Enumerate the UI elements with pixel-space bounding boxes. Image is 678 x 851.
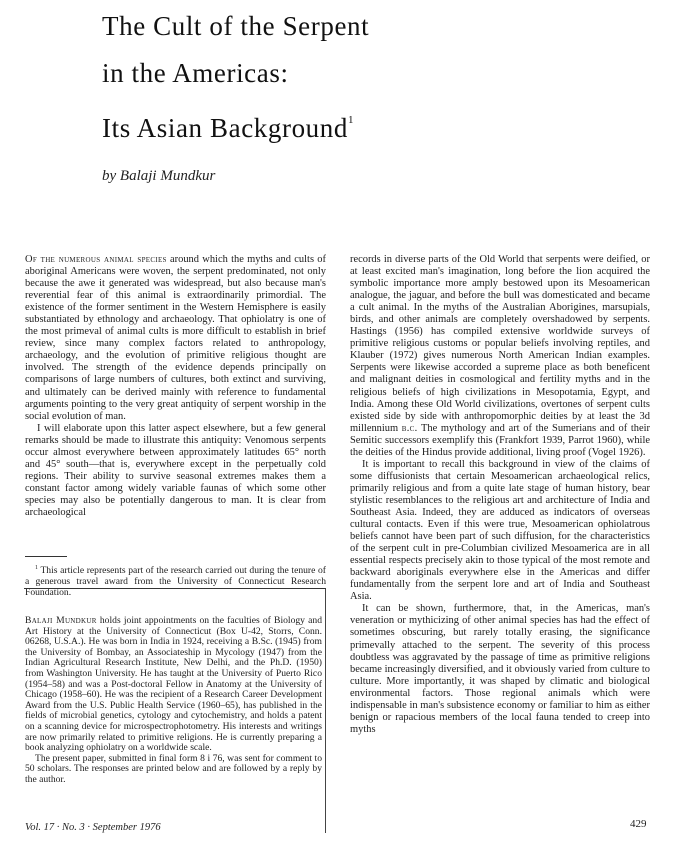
footnote-divider xyxy=(25,556,67,557)
right-paragraph-1 xyxy=(350,254,650,459)
submission-note: The present paper, submitted in final form 8 i 76, was sent for comment to 50 scholars. The responses are printed below and are followed by a reply by the author. xyxy=(25,752,322,785)
author-bio-name: Balaji Mundkur xyxy=(25,615,97,626)
right-paragraph-1-part-b: The mythology and art of the Sumerians and of their Semitic successors exemplify this (Frankfort 1939, Parrot 1960), while the deities of the Hindus provide additional, living proof (Vogel 1926). xyxy=(350,422,650,458)
title-footnote-marker: 1 xyxy=(347,114,354,126)
right-paragraph-2: It is important to recall this background in view of the claims of some diffusionists that certain Mesoamerican archaeological relics, primarily religious and from a quite late stage of human history, bear stylistic resemblances to the religious art and architecture of India and Southeast Asia. Indeed, they are adduced as indicators of overseas cultural contacts. Even if this were true, Mesoamerican ophiolatrous beliefs cannot have been part of such diffusion, for the characteristics of the serpent cult in pre-Columbian civilized Mesoamerica are in all essential respects precisely akin to those typical of the most remote and backward aboriginals everywhere else in the Americas and differ fundamentally from the serpent lore and art of India and Southeast Asia. xyxy=(350,458,650,603)
title-line-3 xyxy=(102,100,562,148)
left-paragraph-2: I will elaborate upon this latter aspect elsewhere, but a few general remarks should be made to illustrate this antiquity: Venomous serpents occur almost everywhere between approximately latitudes 65° north and 45° south—that is, everywhere except in the perpetually cold regions. Their ability to survive seasonal extremes makes them a constant factor among widely variable faunas of which some other species may also be potentially dangerous to man. It is clear from archaeological xyxy=(25,422,326,518)
lead-in-smallcaps: Of the numerous animal species xyxy=(25,254,167,265)
author-bio xyxy=(25,616,322,786)
footnote-text: This article represents part of the research carried out during the tenure of a generous travel award from the University of Connecticut Research Foundation. xyxy=(25,565,326,598)
title-line-3-text: Its Asian Background xyxy=(102,113,348,143)
footnote-marker: 1 xyxy=(35,565,38,571)
journal-issue-footer: Vol. 17 · No. 3 · September 1976 xyxy=(25,822,161,833)
left-paragraph-1 xyxy=(25,254,326,423)
author-byline: by Balaji Mundkur xyxy=(102,168,216,184)
title-line-1: The Cult of the Serpent xyxy=(102,11,370,41)
left-paragraph-1-body: around which the myths and cults of aboriginal Americans were woven, the serpent predominated, not only because the awe it generated was widespread, but also because man's reverential fear of this animal is extraordinarily primordial. The existence of the former sentiment in the Western Hemisphere is easily substantiated by ethnology and archaeology. That ophiolatry is one of the most primeval of animal cults is more difficult to establish in brief review, since many complex factors related to anthropology, archaeology, and the evolution of primitive religious thought are involved. The strength of the evidence depends principally on comparisons of large numbers of cultures, both extinct and surviving, and ultimately can be derived mainly with reference to fundamental arguments pointing to the very great antiquity of serpent worship in the social evolution of man. xyxy=(25,254,326,422)
right-text-column xyxy=(350,254,650,736)
right-paragraph-3: It can be shown, furthermore, that, in the Americas, man's veneration or mythicizing of other animal species has had the effect of sometimes obscuring, but rarely totally erasing, the significance primevally attached to the serpent. The severity of this process doubtless was aggravated by the passage of time as primitive religions became increasingly diversified, and it obviously varied from culture to culture. More importantly, it was shaped by climatic and biological environmental factors. Those regional animals which were indispensable in man's subsistence economy or familiar to him as either benign or rapacious members of the local fauna tended to creep into myths xyxy=(350,603,650,735)
left-text-column xyxy=(25,254,326,519)
title-line-2: in the Americas: xyxy=(102,58,289,88)
bc-smallcaps: b.c. xyxy=(401,422,418,434)
author-bio-paragraph xyxy=(25,616,322,754)
page-number: 429 xyxy=(630,818,647,830)
article-title xyxy=(102,6,562,155)
right-paragraph-1-part-a: records in diverse parts of the Old World that serpents were deified, or at least excited man's imagination, long before the lion acquired the symbolic importance more amply bestowed upon its Mesoamerican analogue, the jaguar, and before the bull was domesticated and became a cult animal. In the myths of the Australian Aborigines, marsupials, birds, and other animals are completely overshadowed by serpents. Hastings (1956) has compiled extensive worldwide surveys of primitive religious customs or popular beliefs involving reptiles, and Klauber (1972) gives numerous North American Indian examples. Serpents were likewise accorded a supreme place as both beneficent and malignant deities in cosmological and fertility myths and in the religious beliefs of high civilizations in Mesopotamia, Egypt, and India. Among these Old World civilizations, overtones of serpent cults existed side by side with anthropomorphic deities by at least the 3d millennium xyxy=(350,254,650,434)
author-bio-text: holds joint appointments on the faculties of Biology and Art History at the University of Connecticut (Box U-42, Storrs, Conn. 06268, U.S.A.). He was born in India in 1924, receiving a B.Sc. (1945) from the University of Bombay, an Associateship in Mycology (1947) from the Indian Agricultural Research Institute, New Delhi, and the Ph.D. (1950) from Washington University. He has taught at the University of Puerto Rico (1954–58) and was a Post-doctoral Fellow in Anatomy at the University of Chicago (1958–60). He was the recipient of a Research Career Development Award from the U.S. Public Health Service (1960–65), has published in the fields of microbial genetics, cytology and cytochemistry, and holds a patent on a scanning device for microspectrophotometry. His interests and writings are now primarily related to primitive religions. He is currently preparing a book analyzing ophiolatry on a worldwide scale. xyxy=(25,615,322,754)
